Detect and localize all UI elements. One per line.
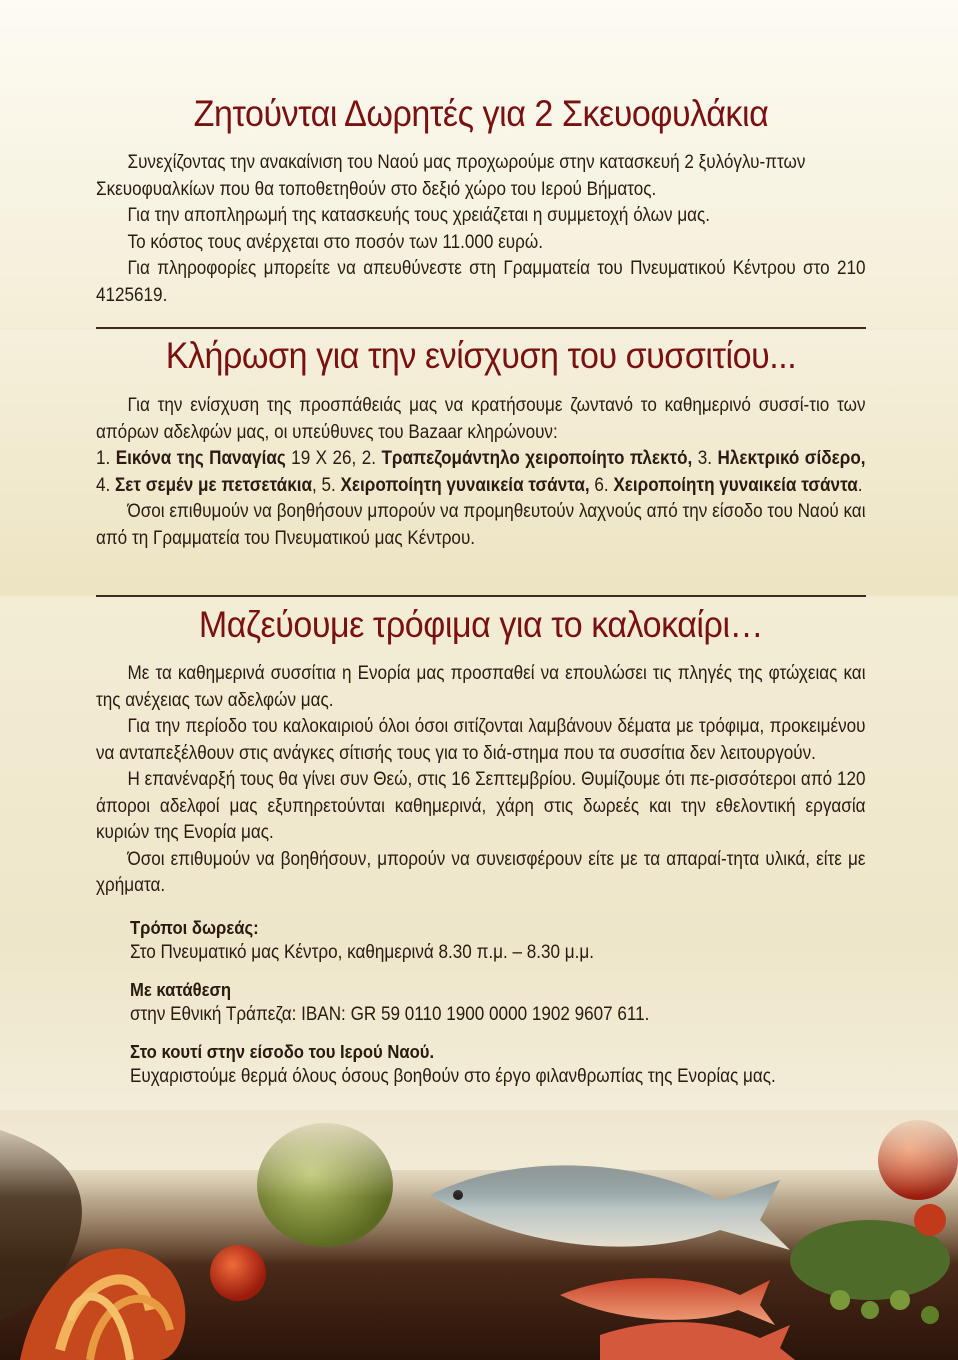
- prize-1-size: 19 Χ 26,: [285, 448, 362, 469]
- food-drive-paragraph-4: Όσοι επιθυμούν να βοηθήσουν, μπορούν να συνεισφέρουν είτε με τα απαραί-τητα υλικά, είτε με χρήματα.: [96, 848, 866, 896]
- food-drive-paragraph-2: Για την περίοδο του καλοκαιριού όλοι όσοι σιτίζονται λαμβάνουν δέματα με τρόφιμα, προκειμένου να ανταπεξέλθουν στις ανάγκες σίτισής τους για το διά-στημα που τα συσσίτια δεν λειτουργούν.: [96, 716, 866, 764]
- prize-number: 1.: [96, 448, 116, 469]
- donors-paragraph-4: Για πληροφορίες μπορείτε να απευθύνεστε στη Γραμματεία του Πνευματικού Κέντρου στο 210 4125619.: [96, 258, 866, 306]
- prize-number: 3.: [692, 448, 718, 469]
- food-drive-section: [96, 603, 866, 1090]
- divider-1: [96, 327, 866, 329]
- donation-way-title: Στο κουτί στην είσοδο του Ιερού Ναού.: [130, 1040, 435, 1062]
- donation-way-title: Τρόποι δωρεάς:: [130, 916, 259, 938]
- donation-way-detail: Ευχαριστούμε θερμά όλους όσους βοηθούν στο έργο φιλανθρωπίας της Ενορίας μας.: [130, 1065, 776, 1087]
- raffle-heading: Κλήρωση για την ενίσχυση του συσσιτίου...: [165, 335, 797, 376]
- raffle-intro: Για την ενίσχυση της προσπάθειάς μας να κρατήσουμε ζωντανό το καθημερινό συσσί-τιο των απόρων αδελφών μας, οι υπεύθυνες του Bazaar κληρώνουν:: [96, 395, 866, 443]
- food-collage-image: [0, 1110, 958, 1360]
- food-drive-paragraph-3: Η επανέναρξή τους θα γίνει συν Θεώ, στις 16 Σεπτεμβρίου. Θυμίζουμε ότι πε-ρισσότεροι από 120 άποροι αδελφοί μας εξυπηρετούνται καθημερινά, χάρη στις δωρεές και την εθελοντική εργασία κυριών της Ενορία μας.: [96, 769, 866, 843]
- donors-paragraph-2: Για την αποπληρωμή της κατασκευής τους χρειάζεται η συμμετοχή όλων μας.: [127, 205, 711, 226]
- donors-paragraph-1: Συνεχίζοντας την ανακαίνιση του Ναού μας προχωρούμε στην κατασκευή 2 ξυλόγλυ-πτων Σκευοφυαλκίων που θα τοποθετηθούν στο δεξιό χώρο του Ιερού Βήματος.: [96, 152, 806, 200]
- donation-way-2: [130, 978, 866, 1028]
- food-drive-heading: Μαζεύουμε τρόφιμα για το καλοκαίρι…: [198, 604, 764, 645]
- prize-6: Χειροποίητη γυναικεία τσάντα: [613, 474, 858, 496]
- prize-number: 4.: [96, 474, 116, 496]
- donation-way-1: [130, 916, 866, 966]
- prize-5: Χειροποίητη γυναικεία τσάντα,: [340, 474, 590, 496]
- raffle-section: [96, 334, 866, 552]
- donors-section: [96, 92, 866, 309]
- divider-2: [96, 595, 866, 597]
- prize-2: Τραπεζομάντηλο χειροποίητο πλεκτό,: [381, 448, 693, 469]
- prize-number: , 5.: [312, 474, 341, 496]
- image-fade: [0, 1110, 958, 1360]
- prize-number: 6.: [589, 474, 614, 496]
- donation-way-detail: στην Εθνική Τράπεζα: IBAN: GR 59 0110 1900 0000 1902 9607 611.: [130, 1003, 650, 1025]
- prize-1: Εικόνα της Παναγίας: [115, 448, 286, 469]
- donors-heading: Ζητούνται Δωρητές για 2 Σκευοφυλάκια: [193, 93, 769, 134]
- food-drive-paragraph-1: Με τα καθημερινά συσσίτια η Ενορία μας προσπαθεί να επουλώσει τις πληγές της φτώχειας και της ανέχειας των αδελφών μας.: [96, 663, 866, 711]
- donation-way-3: [130, 1040, 866, 1090]
- raffle-closing: Όσοι επιθυμούν να βοηθήσουν μπορούν να προμηθευτούν λαχνούς από την είσοδο του Ναού και από τη Γραμματεία του Πνευματικού μας Κέντρου.: [96, 501, 866, 549]
- raffle-prizes: [96, 446, 866, 499]
- prize-end: .: [857, 474, 863, 496]
- prize-3: Ηλεκτρικό σίδερο,: [717, 448, 866, 469]
- donation-way-detail: Στο Πνευματικό μας Κέντρο, καθημερινά 8.30 π.μ. – 8.30 μ.μ.: [130, 941, 594, 963]
- donation-way-title: Με κατάθεση: [130, 978, 232, 1000]
- prize-4: Σετ σεμέν με πετσετάκια: [115, 474, 312, 496]
- prize-number: 2.: [361, 448, 382, 469]
- donors-paragraph-3: Το κόστος τους ανέρχεται στο ποσόν των 11.000 ευρώ.: [127, 231, 543, 253]
